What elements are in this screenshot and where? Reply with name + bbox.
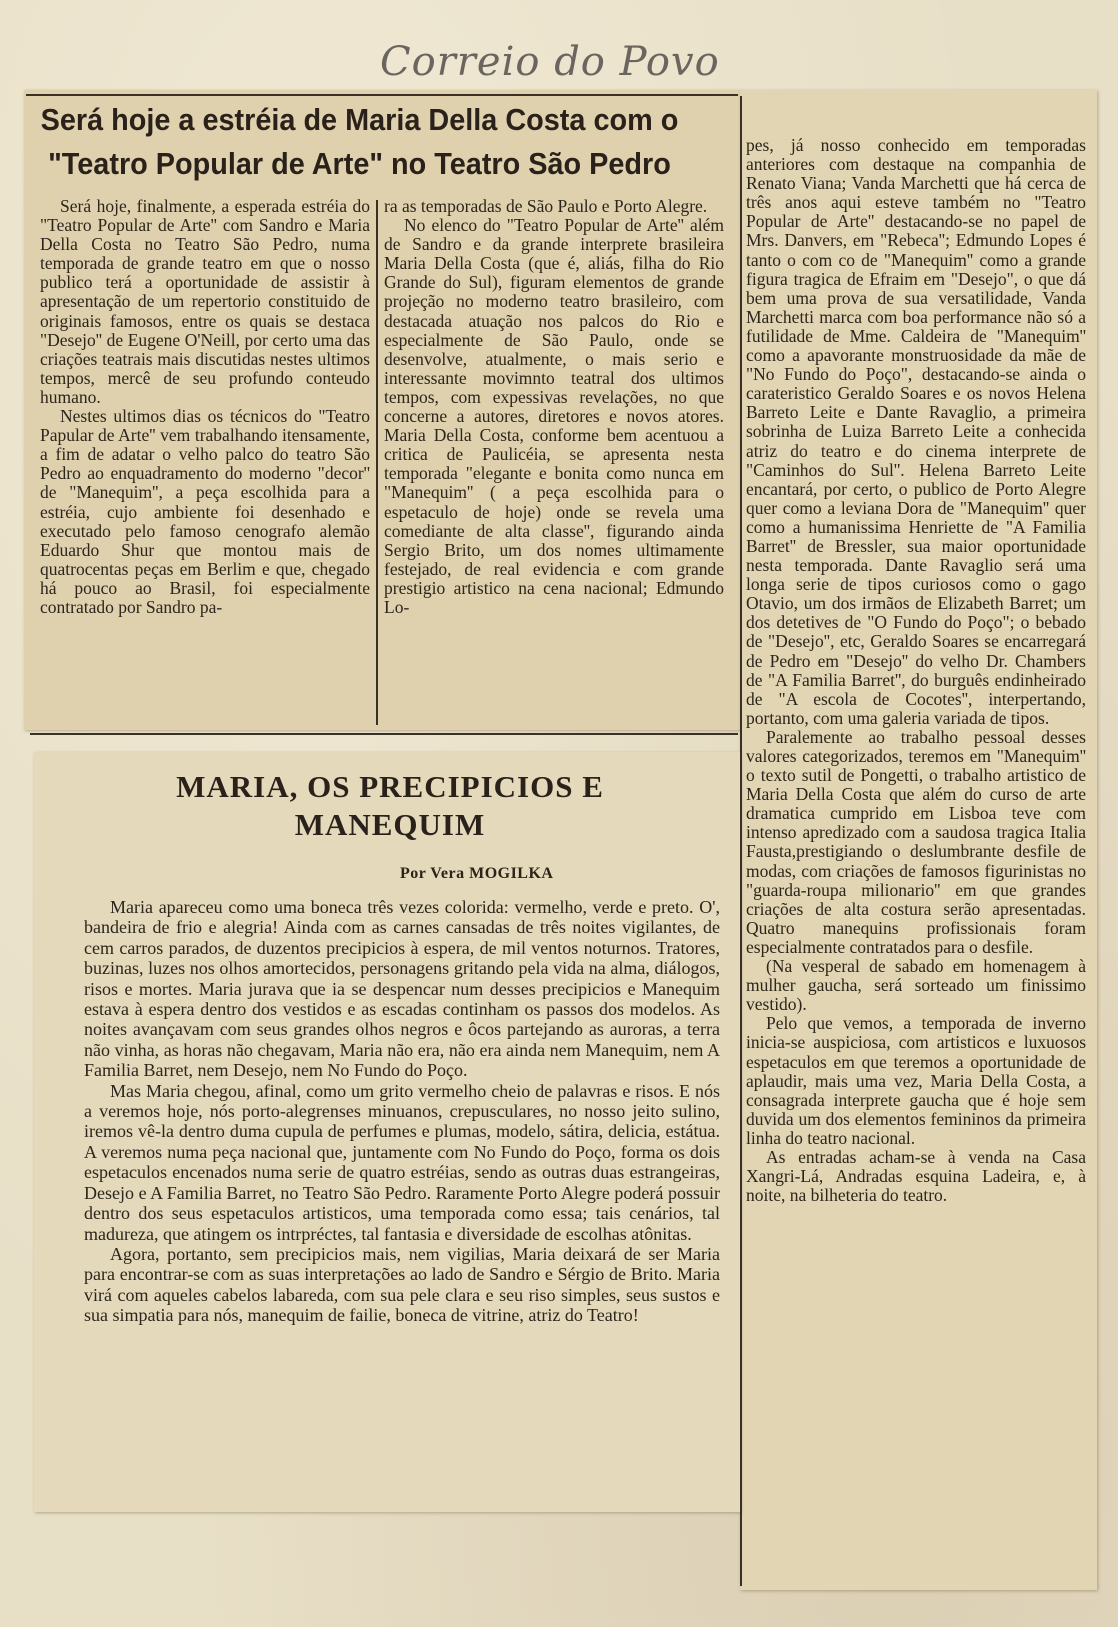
paragraph: Paralemente ao trabalho pessoal desses valores categorizados, teremos em "Manequim'' o texto sutil de Pongetti, o trabalho artistico de Maria Della Costa que além do curso de arte dramatica cumprido em Lisboa teve com intenso apredizado com a saudosa tragica Italia Fausta,prestigiando o deslumbrante desfile de modas, com criações de famosos figurinistas no "guarda-roupa milionario'' em que grandes criações de alta costura serão apresentadas. Quatro manequins profissionais foram especialmente contratados para o desfile. xyxy=(746,726,1086,957)
second-article-title xyxy=(60,768,720,844)
paragraph: Agora, portanto, sem precipicios mais, nem vigilias, Maria deixará de ser Maria para encontrar-se com as suas interpretações ao lado de Sandro e Sérgio de Brito. Maria virá com aqueles cabelos labareda, com sua pele clara e seu riso simples, seus sustos e sua simpatia para nós, manequim de failie, boneca de vitrine, atriz do Teatro! xyxy=(84,1243,720,1326)
paragraph: Pelo que vemos, a temporada de inverno inicia-se auspiciosa, com artisticos e luxuosos espetaculos em que teremos a oportunidade de aplaudir, mais uma vez, Maria Della Costa, a consagrada interprete gaucha que é hoje sem duvida um dos elementos femininos da primeira linha do teatro nacional. xyxy=(746,1013,1086,1148)
title-line-1: MARIA, OS PRECIPICIOS E xyxy=(176,769,604,804)
byline: Por Vera MOGILKA xyxy=(400,865,554,882)
column-rule xyxy=(376,200,378,725)
paragraph: (Na vesperal de sabado em homenagem à mulher gaucha, será sorteado um finissimo vestido). xyxy=(746,956,1086,1015)
article-column-1 xyxy=(40,197,370,617)
paragraph: Maria apareceu como uma boneca três vezes colorida: vermelho, verde e preto. O', bandeira de frio e alegria! Ainda com as carnes cansadas de três noites vigilantes, de cem carros parados, de duzentos precipicios à espera, de mil ventos noturnos. Tratores, buzinas, luzes nos olhos amortecidos, personagens gritando pela vida na alma, diálogos, risos e mortes. Maria jurava que ia se despencar num desses precipicios e Manequim estava à espera dentro dos vestidos e as escadas continham os passos dos modelos. As noites avançavam com seus grandes olhos negros e ôcos partejando as auroras, a terra não vinha, as horas não chegavam, Maria não era, não era ainda nem Manequim, nem A Familia Barret, nem Desejo, nem No Fundo do Poço. xyxy=(84,897,720,1081)
headline-line-2: "Teatro Popular de Arte" no Teatro São Pedro xyxy=(48,146,671,181)
paragraph: Será hoje, finalmente, a esperada estréia do "Teatro Popular de Arte'' com Sandro e Maria Della Costa no Teatro São Pedro, numa temporada de grande teatro em que o nosso publico terá a oportunidade de assistir à apresentação de um repertorio constituido de originais famosos, entre os quais se destaca "Desejo'' de Eugene O'Neill, por certo uma das criações teatrais mais discutidas nestes ultimos tempos, mercê de seu profundo conteudo humano. xyxy=(40,196,370,407)
title-line-2: MANEQUIM xyxy=(294,807,486,842)
top-rule xyxy=(26,94,738,96)
paragraph: pes, já nosso conhecido em temporadas anteriores com destaque na companhia de Renato Viana; Vanda Marchetti que há cerca de três anos aqui esteve também no "Teatro Popular de Arte'' destacando-se no papel de Mrs. Danvers, em "Rebeca''; Edmundo Lopes é tanto o com co de "Manequim'' como a grande figura tragica de Efraim em "Desejo", o que dá bem uma prova de sua versatilidade, Vanda Marchetti marca com boa performance não só a futilidade de Mme. Caldeira de "Manequim'' como a apavorante monstruosidade da mãe de "No Fundo do Poço", destacando-se ainda o carateristico Geraldo Soares e os novos Helena Barreto Leite e Dante Ravaglio, a primeira sobrinha de Luiza Barreto Leite a conhecida atriz do teatro e do cinema interprete de "Caminhos do Sul''. Helena Barreto Leite encantará, por certo, o publico de Porto Alegre quer como a leviana Dora de "Manequim'' quer como a humanissima Henriette de "A Familia Barret'' de Bressler, sua maior oportunidade nesta temporada. Dante Ravaglio será uma longa serie de tipos curiosos como o gago Otavio, um dos irmãos de Elizabeth Barret; um dos detetives de "O Fundo do Poço"; o bebado de "Desejo'', etc, Geraldo Soares se encarregará de Pedro em "Desejo'' do velho Dr. Chambers de "A Familia Barret'', do burguês endinheirado de "A escola de Cocotes'', interpertando, portanto, com uma galeria variada de tipos. xyxy=(746,135,1086,728)
paragraph: No elenco do "Teatro Popular de Arte'' além de Sandro e da grande interprete brasileira Maria Della Costa (que é, aliás, filha do Rio Grande do Sul), figuram elementos de grande projeção no moderno teatro brasileiro, com destacada atuação nos palcos do Rio e especialmente de São Paulo, onde se desenvolve, atualmente, o mais serio e interessante movimnto teatral dos ultimos tempos, com expessivas revelações, no que concerne a autores, diretores e novos atores. Maria Della Costa, conforme bem acentuou a critica de Paulicéia, se apresenta nesta temporada "elegante e bonita como nunca em "Manequim'' ( a peça escolhida para o espetaculo de hoje) onde se revela uma comediante de alta classe'', figurando ainda Sergio Brito, um dos nomes ultimamente festejado, de real evidencia e com grande prestigio artistico na cena nacional; Edmundo Lo- xyxy=(384,215,724,617)
article-column-2 xyxy=(384,197,724,617)
second-article-body xyxy=(84,897,720,1326)
paragraph: Nestes ultimos dias os técnicos do "Teatro Papular de Arte'' vem trabalhando itensamente, a fim de adatar o velho palco do teatro São Pedro ao enquadramento do moderno "decor'' de "Manequim'', a peça escolhida para a estréia, cujo ambiente foi desenhado e executado pelo famoso cenografo alemão Eduardo Shur que montou mais de quatrocentas peças em Berlim e que, chegado há pouco ao Brasil, foi especialmente contratado por Sandro pa- xyxy=(40,406,370,617)
paragraph: Mas Maria chegou, afinal, como um grito vermelho cheio de palavras e risos. E nós a veremos hoje, nós porto-alegrenses minuanos, crepusculares, no nosso jeito sulino, iremos vê-la dentro duma cupula de perfumes e plumas, modelo, sátira, delicia, estátua. A veremos numa peça nacional que, juntamente com No Fundo do Poço, forma os dois espetaculos encenados numa serie de quatro estréias, sendo as outras duas estrangeiras, Desejo e A Familia Barret, no Teatro São Pedro. Raramente Porto Alegre poderá possuir dentro dos seus espetaculos artisticos, uma temporada como essa; tais cenários, tal madureza, que atingem os intrpréctes, tal fantasia e diversidade de escolhas atônitas. xyxy=(84,1080,720,1244)
article-headline xyxy=(34,98,685,186)
paragraph: As entradas acham-se à venda na Casa Xangri-Lá, Andradas esquina Ladeira, e, à noite, na bilheteria do teatro. xyxy=(746,1146,1086,1206)
handwritten-note: Correio do Povo xyxy=(380,39,720,85)
paragraph: ra as temporadas de São Paulo e Porto Alegre. xyxy=(384,196,708,216)
column-rule xyxy=(740,96,742,1586)
headline-line-1: Será hoje a estréia de Maria Della Costa com o xyxy=(40,102,679,137)
section-rule xyxy=(30,733,738,735)
article-column-3 xyxy=(746,136,1086,1205)
